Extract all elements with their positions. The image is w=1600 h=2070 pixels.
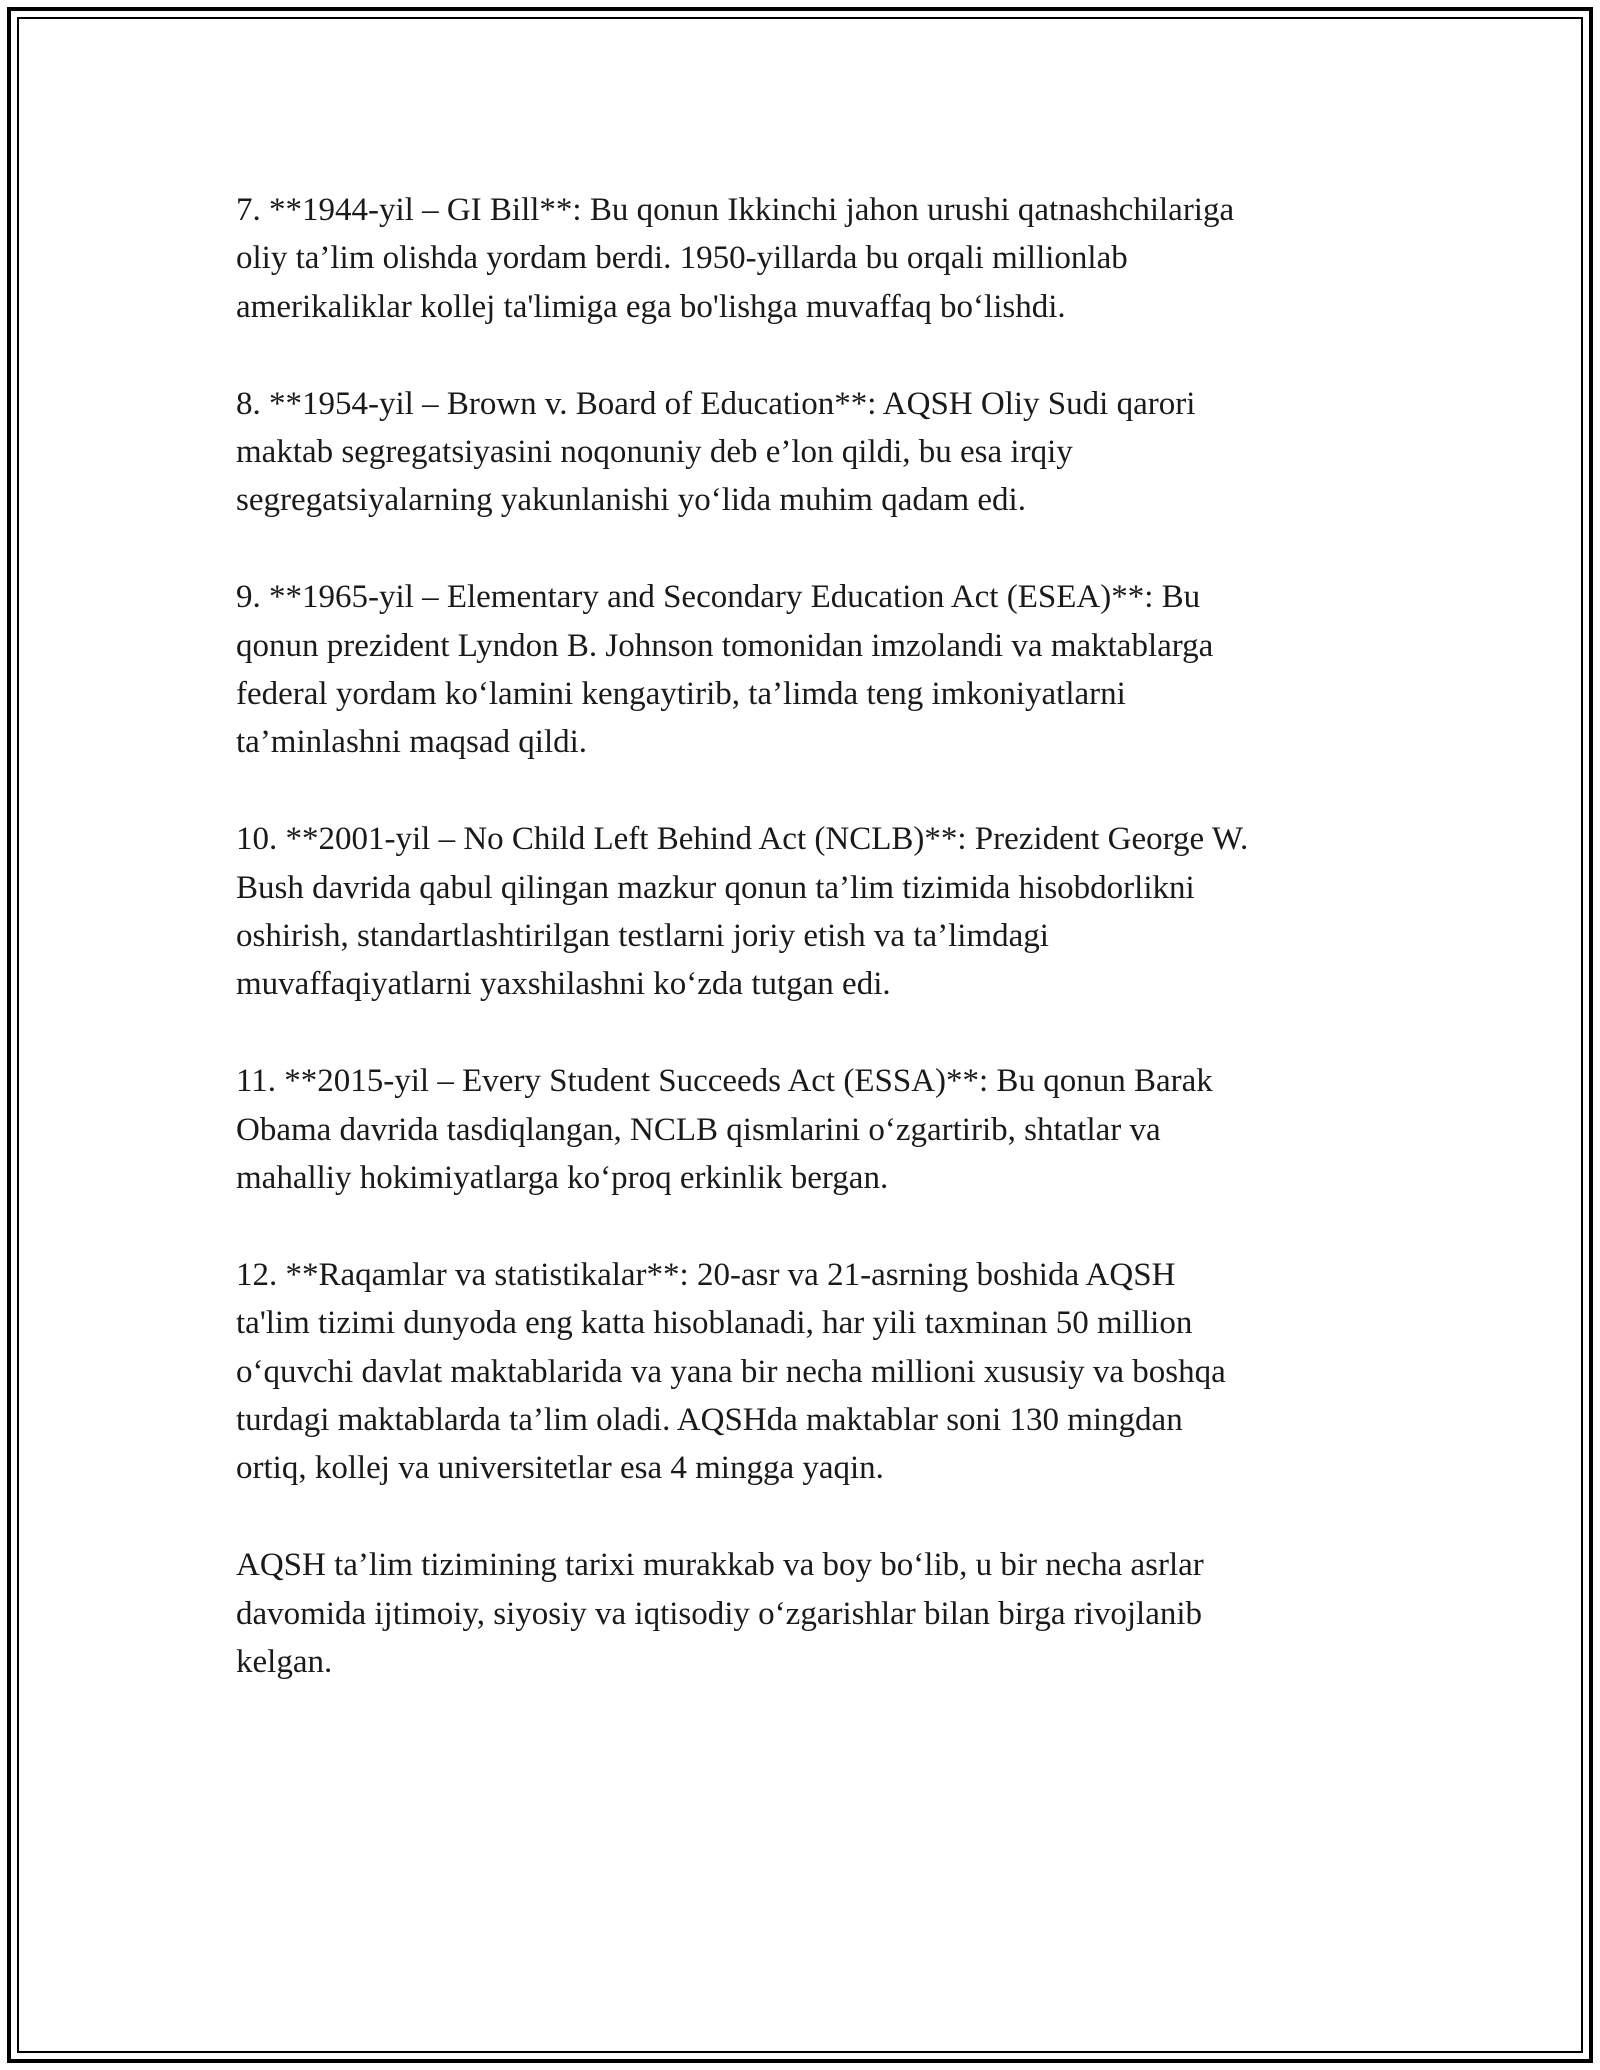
paragraph-brown-v-board: 8. **1954-yil – Brown v. Board of Education**: AQSH Oliy Sudi qarori maktab segregatsiyasini noqonuniy deb e’lon qildi, bu esa irqiy segregatsiyalarning yakunlanishi yo‘lida muhim qadam edi. xyxy=(236,385,1196,519)
document-body xyxy=(236,186,1386,1687)
paragraph-essa: 11. **2015-yil – Every Student Succeeds Act (ESSA)**: Bu qonun Barak Obama davrida tasdiqlangan, NCLB qismlarini o‘zgartirib, shtatlar va mahalliy hokimiyatlarga ko‘proq erkinlik bergan. xyxy=(236,1063,1213,1197)
paragraph-gi-bill: 7. **1944-yil – GI Bill**: Bu qonun Ikkinchi jahon urushi qatnashchilariga oliy ta’lim olishda yordam berdi. 1950-yillarda bu orqali millionlab amerikaliklar kollej ta'limiga ega bo'lishga muvaffaq bo‘lishdi. xyxy=(236,192,1235,325)
paragraph-conclusion: AQSH ta’lim tizimining tarixi murakkab va boy bo‘lib, u bir necha asrlar davomida ijtimoiy, siyosiy va iqtisodiy o‘zgarishlar bilan birga rivojlanib kelgan. xyxy=(236,1547,1204,1681)
paragraph-statistics: 12. **Raqamlar va statistikalar**: 20-asr va 21-asrning boshida AQSH ta'lim tizimi dunyoda eng katta hisoblanadi, har yili taxminan 50 million o‘quvchi davlat maktablarida va yana bir necha millioni xususiy va boshqa turdagi maktablarda ta’lim oladi. AQSHda maktablar soni 130 mingdan ortiq, kollej va universitetlar esa 4 mingga yaqin. xyxy=(236,1256,1226,1487)
paragraph-nclb: 10. **2001-yil – No Child Left Behind Act (NCLB)**: Prezident George W. Bush davrida qabul qilingan mazkur qonun ta’lim tizimida hisobdorlikni oshirish, standartlashtirilgan testlarni joriy etish va ta’limdagi muvaffaqiyatlarni yaxshilashni ko‘zda tutgan edi. xyxy=(236,821,1249,1003)
paragraph-esea: 9. **1965-yil – Elementary and Secondary Education Act (ESEA)**: Bu qonun prezident Lyndon B. Johnson tomonidan imzolandi va maktablarga federal yordam ko‘lamini kengaytirib, ta’limda teng imkoniyatlarni ta’minlashni maqsad qildi. xyxy=(236,579,1214,761)
